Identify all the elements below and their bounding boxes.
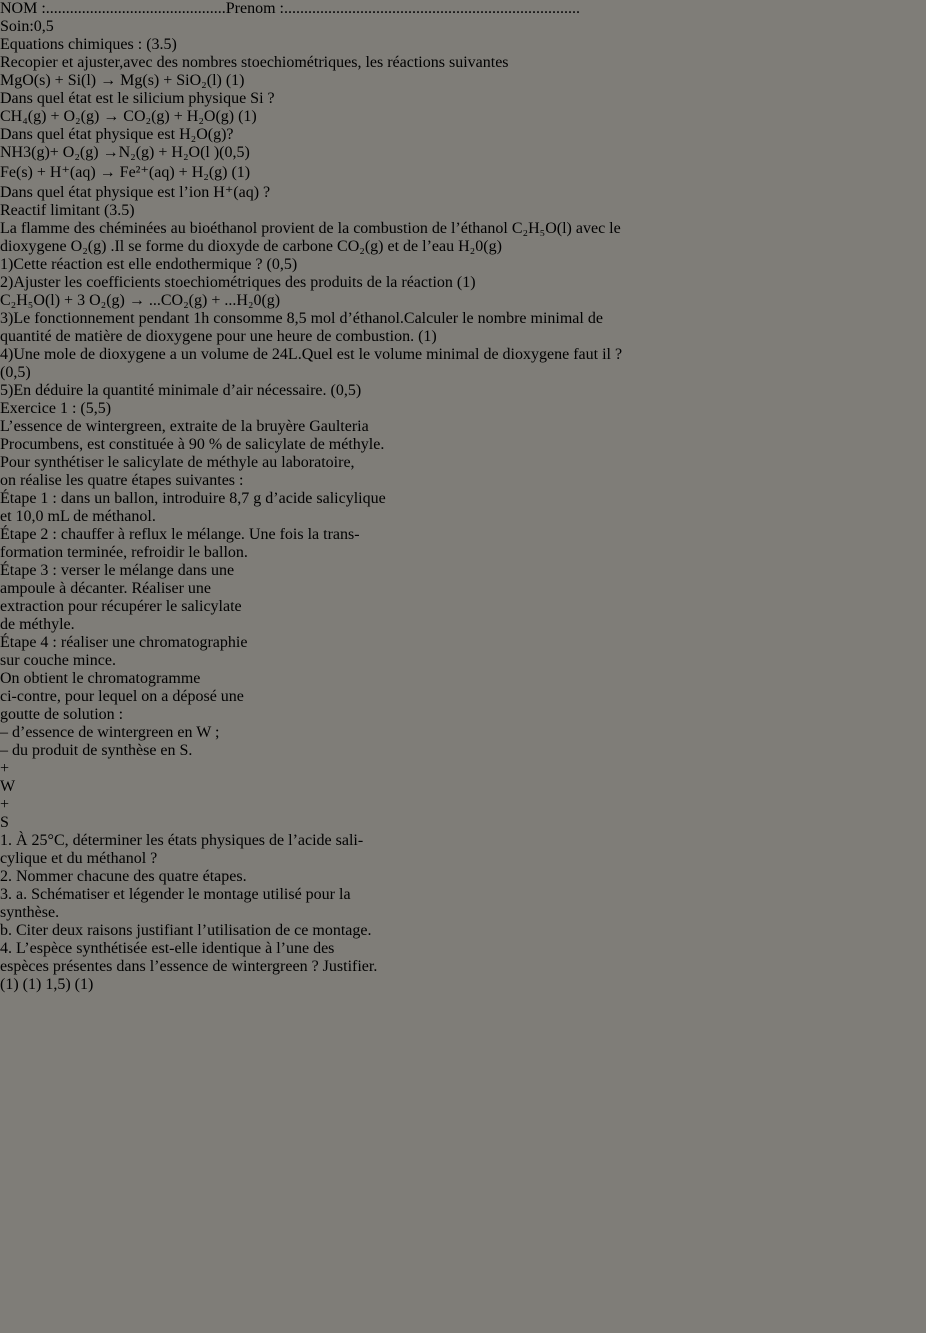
exam-line: Dans quel état est le silicium physique Si ? — [0, 90, 275, 107]
exam-line: Dans quel état physique est l’ion H⁺(aq) ? — [0, 184, 271, 201]
margin-mark: (1) — [0, 976, 19, 993]
margin-mark: (1) — [74, 976, 94, 993]
line-text: À 25°C, déterminer les états physiques de l’acide sali- — [12, 832, 364, 849]
line-text: On obtient le chromatogramme — [0, 670, 201, 687]
print-line — [0, 724, 926, 742]
question-line — [0, 922, 926, 940]
main-text — [0, 36, 926, 418]
line-text: Pour synthétiser le salicylate de méthyle au laboratoire, — [0, 454, 355, 471]
etape-label: Étape 2 : — [0, 526, 57, 543]
section-title-exercice — [0, 400, 926, 418]
exam-line: 2)Ajuster les coefficients stoechiométriques des produits de la réaction (1) — [0, 274, 476, 291]
line-text: de méthyle. — [0, 616, 75, 633]
soin-score — [0, 18, 926, 36]
line-text: L’essence de wintergreen, extraite de la bruyère — [0, 418, 310, 435]
print-line — [0, 526, 926, 544]
soin-label: Soin:0,5 — [0, 18, 54, 35]
species-name: Gaulteria — [309, 418, 369, 435]
line-text: dans un ballon, introduire 8,7 g d’acide salicylique — [56, 490, 386, 507]
question-number: 2. — [0, 868, 12, 885]
species-name: Procumbens — [0, 436, 80, 453]
etape-label: Étape 4 : — [0, 634, 57, 651]
line-text: sur couche mince. — [0, 652, 116, 669]
exam-line: 1)Cette réaction est elle endothermique ? (0,5) — [0, 256, 298, 273]
print-line — [0, 616, 926, 634]
print-line — [0, 544, 926, 562]
print-line — [0, 652, 926, 670]
margin-mark: 1,5) — [45, 976, 71, 993]
line-text: formation terminée, refroidir le ballon. — [0, 544, 248, 561]
print-line — [0, 742, 926, 760]
exam-line: Dans quel état physique est H₂O(g)? — [0, 126, 234, 143]
nom-label: NOM : — [0, 0, 46, 17]
line-text: – du produit de synthèse en S. — [0, 742, 193, 759]
section-title-text: Exercice 1 : (5,5) — [0, 400, 112, 417]
exam-line: (0,5) — [0, 364, 31, 381]
section-title-reactif — [0, 202, 926, 220]
print-line — [0, 562, 926, 580]
chromatogram-figure — [0, 760, 926, 832]
question-line — [0, 958, 926, 976]
line-text: verser le mélange dans une — [56, 562, 235, 579]
etape-label: Étape 1 : — [0, 490, 57, 507]
chromatogram-baseline-tick: + — [0, 796, 10, 813]
chemical-equation: CH₄(g) + O₂(g) → CO₂(g) + H₂O(g) (1) — [0, 108, 257, 125]
line-text: synthèse. — [0, 904, 60, 921]
print-line — [0, 580, 926, 598]
exam-line: dioxygene O₂(g) .Il se forme du dioxyde de carbone CO₂(g) et de l’eau H₂0(g) — [0, 238, 502, 255]
question-line — [0, 850, 926, 868]
line-text: extraction pour récupérer le salicylate — [0, 598, 242, 615]
prenom-dotted-line: .......................................................................... — [284, 0, 580, 17]
question-line — [0, 886, 926, 904]
exam-line: La flamme des chéminées au bioéthanol provient de la combustion de l’éthanol C₂H₅O(l) avec le — [0, 220, 621, 237]
line-text: chauffer à reflux le mélange. Une fois la trans- — [56, 526, 360, 543]
chemical-equation: MgO(s) + Si(l) → Mg(s) + SiO₂(l) (1) — [0, 72, 245, 89]
chromatogram-baseline-tick: + — [0, 760, 10, 777]
line-text: ampoule à décanter. Réaliser une — [0, 580, 212, 597]
exam-line: 5)En déduire la quantité minimale d’air nécessaire. (0,5) — [0, 382, 362, 399]
line-text: ci-contre, pour lequel on a déposé une — [0, 688, 244, 705]
line-text: – d’essence de wintergreen en W ; — [0, 724, 220, 741]
photo-left-edge — [0, 0, 30, 1333]
question-line — [0, 904, 926, 922]
prenom-label: Prenom : — [225, 0, 284, 17]
line-text: L’espèce synthétisée est-elle identique à l’une des — [12, 940, 335, 957]
line-text: , est constituée à 90 % de salicylate de méthyle. — [79, 436, 385, 453]
margin-mark: (1) — [22, 976, 42, 993]
name-header — [0, 0, 926, 18]
line-text: et 10,0 mL de méthanol. — [0, 508, 156, 525]
line-text: Schématiser et légender le montage utilisé pour la — [27, 886, 351, 903]
question-number: 4. — [0, 940, 12, 957]
print-line — [0, 598, 926, 616]
print-line — [0, 670, 926, 688]
exam-line: quantité de matière de dioxygene pour une heure de combustion. (1) — [0, 328, 437, 345]
exam-line: Recopier et ajuster,avec des nombres stoechiométriques, les réactions suivantes — [0, 54, 509, 71]
chromatogram-lane-label-S: S — [0, 814, 9, 831]
question-number: 1. — [0, 832, 12, 849]
line-text: cylique et du méthanol ? — [0, 850, 158, 867]
question-line — [0, 868, 926, 886]
etape-label: Étape 3 : — [0, 562, 57, 579]
print-line — [0, 688, 926, 706]
print-line — [0, 634, 926, 652]
line-text: on réalise les quatre étapes suivantes : — [0, 472, 244, 489]
question-number: 3. a. — [0, 886, 28, 903]
print-line — [0, 472, 926, 490]
question-number: b. — [0, 922, 12, 939]
question-line — [0, 832, 926, 850]
print-line — [0, 490, 926, 508]
chemical-equation: C₂H₅O(l) + 3 O₂(g) → ...CO₂(g) + ...H₂0(g) — [0, 292, 281, 309]
chromatogram-lane-label-W: W — [0, 778, 16, 795]
chromatogram-plate — [0, 760, 926, 832]
print-line — [0, 454, 926, 472]
excerpt-left-column — [0, 562, 926, 760]
line-text: réaliser une chromatographie — [56, 634, 248, 651]
section-title-equations — [0, 36, 926, 54]
question-line — [0, 940, 926, 958]
line-text: goutte de solution : — [0, 706, 124, 723]
questions-block — [0, 832, 926, 976]
textbook-excerpt — [0, 418, 926, 562]
line-text: Nommer chacune des quatre étapes. — [12, 868, 247, 885]
section-title-text: Reactif limitant (3.5) — [0, 202, 135, 219]
print-line — [0, 436, 926, 454]
nom-dotted-line: ............................................. — [45, 0, 226, 17]
section-title-text: Equations chimiques : (3.5) — [0, 36, 177, 53]
exam-line: 4)Une mole de dioxygene a un volume de 24L.Quel est le volume minimal de dioxygene faut il ? — [0, 346, 623, 363]
chemical-equation: NH3(g)+ O₂(g) →N₂(g) + H₂O(l )(0,5) — [0, 144, 250, 161]
print-line — [0, 508, 926, 526]
exam-line: 3)Le fonctionnement pendant 1h consomme 8,5 mol d’éthanol.Calculer le nombre minimal de — [0, 310, 603, 327]
chemical-equation: Fe(s) + H⁺(aq) → Fe²⁺(aq) + H₂(g) (1) — [0, 164, 251, 181]
print-line — [0, 418, 926, 436]
line-text: espèces présentes dans l’essence de wintergreen ? Justifier. — [0, 958, 378, 975]
print-line — [0, 706, 926, 724]
line-text: Citer deux raisons justifiant l’utilisation de ce montage. — [12, 922, 372, 939]
